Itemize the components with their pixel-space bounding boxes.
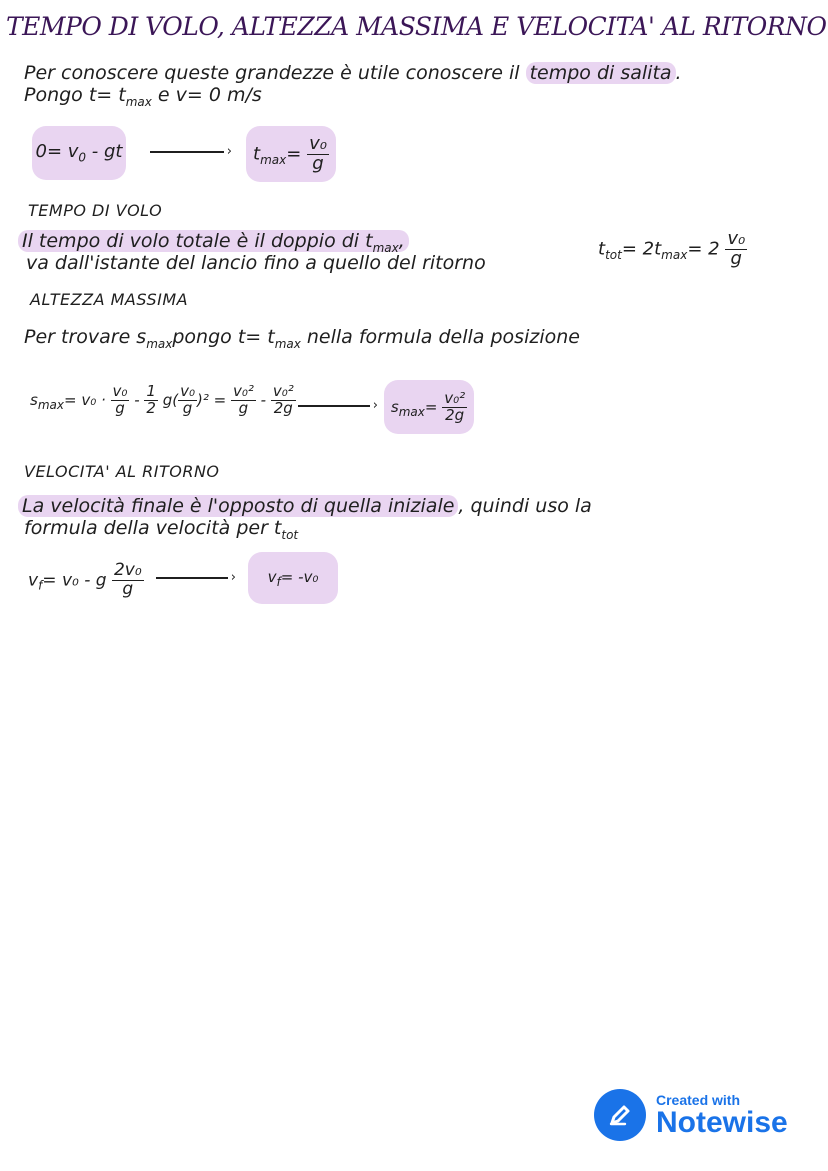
- arrow-icon: ›: [298, 399, 378, 413]
- height-frac-4: [231, 384, 256, 417]
- heading-tempo-di-volo: TEMPO DI VOLO: [28, 201, 163, 220]
- flight-line-2: va dall'istante del lancio fino a quello del ritorno: [26, 252, 486, 274]
- pencil-icon: [594, 1089, 646, 1141]
- return-eq-den: g: [122, 578, 134, 599]
- eq1-result-den: g: [312, 152, 324, 174]
- intro-line-2-text: Pongo t= t: [24, 84, 126, 106]
- flight-formula-sub1: tot: [605, 247, 622, 262]
- return-result-end: = -v₀: [280, 567, 319, 586]
- eq1-box: [32, 126, 126, 180]
- eq1-result-num: v₀: [309, 132, 327, 154]
- return-result-box: [248, 552, 338, 604]
- height-line-sub2: max: [274, 336, 301, 351]
- return-eq-sub: f: [38, 578, 43, 593]
- height-result-eq: =: [424, 397, 438, 416]
- height-eq-p4: )² =: [196, 390, 231, 409]
- flight-formula-fraction: [725, 230, 747, 269]
- eq1-left-text: 0= v: [35, 141, 79, 163]
- height-f1-den: g: [115, 398, 125, 417]
- height-eq-p5: -: [260, 390, 271, 409]
- intro-line-2: [24, 84, 262, 109]
- height-result-box: [384, 380, 474, 434]
- return-result: [268, 568, 319, 589]
- height-result-fraction: [442, 388, 467, 424]
- eq1-left: [36, 141, 123, 165]
- return-result-lhs: v: [267, 567, 277, 586]
- eq1-left-sub: 0: [78, 150, 87, 165]
- eq1-result-eq: =: [286, 143, 302, 164]
- eq1-left-end: - gt: [86, 141, 123, 163]
- flight-highlight-end: ,: [398, 230, 405, 252]
- height-f4-num: v₀²: [232, 382, 254, 400]
- heading-altezza-massima: ALTEZZA MASSIMA: [30, 290, 189, 309]
- height-f3-den: g: [182, 398, 193, 417]
- flight-formula-end: = 2: [687, 238, 720, 260]
- height-result: [390, 388, 467, 424]
- return-result-sub: f: [276, 574, 281, 589]
- eq1-result-fraction: [307, 132, 329, 174]
- height-f2-num: 1: [146, 382, 156, 400]
- eq1-result-lhs: t: [253, 143, 261, 164]
- flight-formula-sub2: max: [661, 247, 688, 262]
- intro-highlight: tempo di salita: [526, 62, 676, 84]
- height-result-num: v₀²: [444, 388, 466, 407]
- flight-formula-den: g: [730, 247, 742, 269]
- return-line-1: [18, 495, 592, 517]
- height-result-den: 2g: [445, 405, 465, 424]
- flight-formula: [598, 230, 747, 269]
- page-title: TEMPO DI VOLO, ALTEZZA MASSIMA E VELOCITA' AL RITORNO: [6, 12, 827, 41]
- height-frac-3: [178, 384, 197, 417]
- height-eq-p2: -: [134, 390, 145, 409]
- eq1-result-sub: max: [260, 152, 287, 167]
- intro-line-2-end: e v= 0 m/s: [151, 84, 262, 106]
- return-line-1-end: , quindi uso la: [458, 495, 592, 517]
- flight-highlight-sub: max: [372, 240, 399, 255]
- intro-period: .: [675, 62, 682, 84]
- height-f5-den: 2g: [273, 398, 293, 417]
- notewise-logo: [594, 1089, 788, 1141]
- height-line: [24, 326, 580, 351]
- eq1-result-box: [246, 126, 336, 182]
- return-line-2-text: formula della velocità per t: [24, 517, 282, 539]
- height-line-c: nella formula della posizione: [300, 326, 580, 348]
- flight-formula-mid: = 2t: [621, 238, 662, 260]
- return-eq-fraction: [112, 562, 144, 599]
- return-highlight: La velocità finale è l'opposto di quella iniziale: [18, 495, 458, 517]
- flight-highlight: [18, 230, 409, 255]
- intro-text: Per conoscere queste grandezze è utile conoscere il: [24, 62, 526, 84]
- height-line-b: pongo t= t: [172, 326, 275, 348]
- return-equation: [28, 562, 144, 599]
- height-frac-2: [144, 384, 158, 417]
- height-frac-5: [271, 384, 296, 417]
- flight-highlight-text: Il tempo di volo totale è il doppio di t: [22, 230, 373, 252]
- height-f5-num: v₀²: [272, 382, 294, 400]
- height-eq-lhs: s: [30, 390, 38, 409]
- height-result-lhs: s: [390, 397, 399, 416]
- height-result-sub: max: [398, 404, 425, 419]
- height-frac-1: [111, 384, 130, 417]
- height-eq-p1: = v₀ ·: [63, 390, 111, 409]
- return-eq-num: 2v₀: [113, 560, 142, 580]
- notewise-label: Notewise: [656, 1106, 788, 1139]
- logo-text: [656, 1092, 788, 1138]
- height-eq-p3: g(: [162, 390, 179, 409]
- heading-velocita-al-ritorno: VELOCITA' AL RITORNO: [24, 462, 220, 481]
- flight-formula-num: v₀: [727, 228, 746, 249]
- height-line-sub1: max: [146, 336, 173, 351]
- height-f1-num: v₀: [112, 382, 128, 400]
- return-line-2: [24, 517, 298, 542]
- height-f4-den: g: [238, 398, 249, 417]
- eq1-result: [253, 132, 329, 174]
- return-line-2-sub: tot: [281, 527, 299, 542]
- arrow-icon: ›: [150, 145, 232, 159]
- intro-line-2-sub: max: [125, 94, 152, 109]
- return-eq-mid: = v₀ - g: [42, 570, 112, 591]
- height-equation: [30, 384, 296, 417]
- height-line-a: Per trovare s: [24, 326, 147, 348]
- return-eq-lhs: v: [28, 570, 39, 591]
- height-f2-den: 2: [146, 398, 156, 417]
- arrow-icon: ›: [156, 571, 236, 585]
- intro-line-1: [24, 62, 682, 84]
- height-f3-num: v₀: [180, 382, 195, 400]
- height-eq-sub: max: [37, 397, 64, 412]
- created-with-label: Created with: [656, 1092, 741, 1108]
- flight-formula-lhs: t: [598, 238, 606, 260]
